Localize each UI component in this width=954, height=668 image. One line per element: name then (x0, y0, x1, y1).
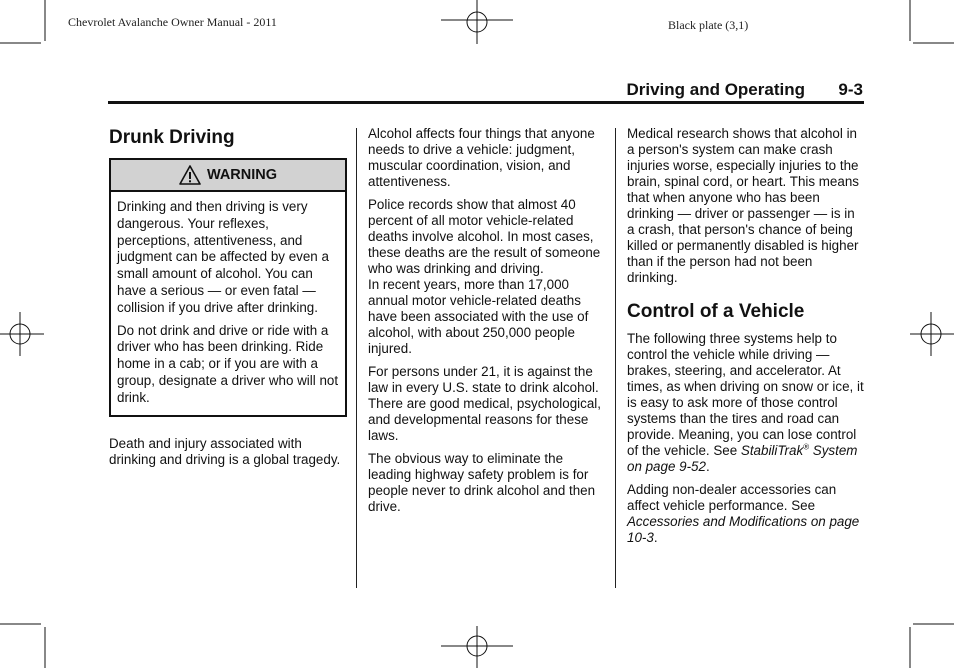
paragraph-text: Adding non-dealer accessories can affect vehicle performance. See (627, 482, 837, 513)
paragraph: Medical research shows that alcohol in a person's system can make crash injuries worse, especially injuries to the brain, spinal cord, or heart. This means that when anyone who has been drinking — driver or passenger — is in a crash, that person's chance of being killed or permanently disabled is higher than if the person had not been drinking. (627, 126, 859, 285)
paragraph: The obvious way to eliminate the leading highway safety problem is for people never to drink alcohol and then drive. (368, 451, 596, 514)
paragraph: In recent years, more than 17,000 annual motor vehicle-related deaths have been associated with the use of alcohol, with about 250,000 people injured. (368, 277, 589, 356)
paragraph (627, 482, 865, 546)
paragraph-end: . (653, 530, 658, 545)
column-3 (627, 126, 865, 553)
page-number: 9-3 (838, 80, 863, 99)
column-1 (109, 126, 347, 475)
plate-title: Chevrolet Avalanche Owner Manual - 2011 (68, 15, 277, 29)
section-title: Driving and Operating (626, 80, 805, 99)
registered-mark: ® (803, 442, 810, 452)
warning-triangle-icon (179, 165, 201, 185)
warning-label: WARNING (206, 167, 278, 183)
warning-paragraph: Drinking and then driving is very dangerous. Your reflexes, perceptions, attentiveness, and judgment can be affected by even a small amount of alcohol. You can have a serious — or even fatal — collision if you drive after drinking. (117, 199, 329, 315)
cross-reference-link[interactable]: Accessories and Modifications on page 10-3 (627, 514, 860, 545)
paragraph: Police records show that almost 40 percent of all motor vehicle-related deaths involve alcohol. In most cases, these deaths are the result of someone who was drinking and driving. (368, 197, 601, 276)
paragraph-text: The following three systems help to control the vehicle while driving — brakes, steering, and accelerator. At times, as when driving on snow or ice, it is easy to ask more of those control systems than the tires and road can provide. Meaning, you can lose control of the vehicle. See (627, 331, 864, 458)
running-header (108, 80, 863, 100)
warning-header (111, 160, 345, 192)
paragraph: Alcohol affects four things that anyone needs to drive a vehicle: judgment, muscular coordination, vision, and attentiveness. (368, 126, 595, 189)
header-rule (108, 101, 864, 104)
warning-box (109, 158, 347, 417)
column-divider (615, 128, 616, 588)
plate-label: Black plate (3,1) (668, 18, 749, 32)
cross-reference-text: StabiliTrak (740, 443, 804, 458)
paragraph-end: . (705, 459, 710, 474)
warning-paragraph: Do not drink and drive or ride with a driver who has been drinking. Ride home in a cab; or if you are with a group, designate a driver who will not drink. (117, 322, 339, 405)
heading-control-of-a-vehicle: Control of a Vehicle (627, 301, 805, 322)
paragraph: For persons under 21, it is against the law in every U.S. state to drink alcohol. There are good medical, psychological, and developmental reasons for these laws. (368, 364, 601, 443)
paragraph (627, 331, 865, 475)
paragraph: Death and injury associated with drinking and driving is a global tragedy. (109, 435, 341, 467)
heading-drunk-driving: Drunk Driving (109, 127, 235, 148)
column-divider (356, 128, 357, 588)
cross-reference-text: System on page 9-52 (627, 443, 858, 474)
warning-body (111, 192, 345, 415)
column-2 (368, 126, 604, 522)
